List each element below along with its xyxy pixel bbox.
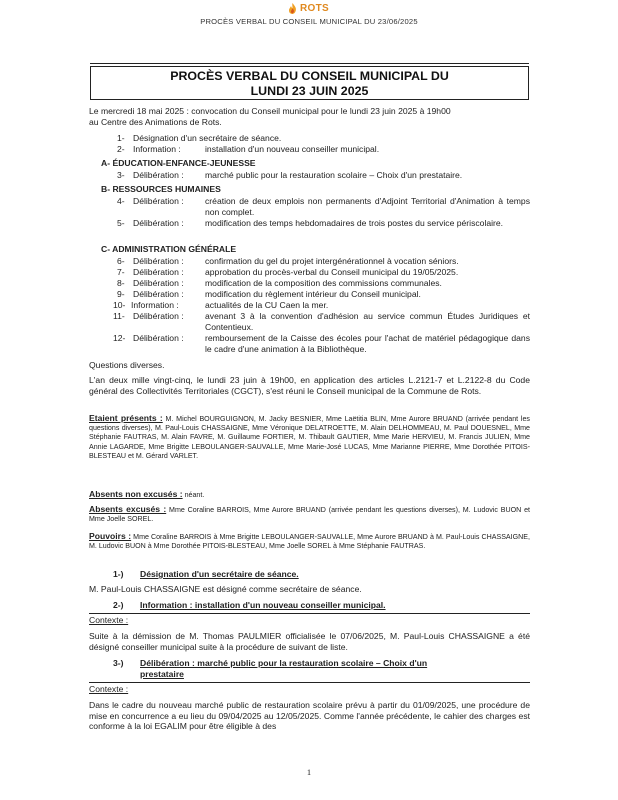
absent-excused-text: Mme Coraline BARROIS, Mme Aurore BRUAND (arrivée pendant les questions diverses), M. Ludovic BUON et Mme Joelle SOREL. xyxy=(89,506,531,524)
absent-unexcused-block xyxy=(89,490,204,500)
agenda-item-8-number: 8- xyxy=(117,278,125,288)
proxies-text: Mme Coraline BARROIS à Mme Brigitte LEBOULANGER-SAUVALLE, Mme Aurore BRUAND à M. Paul-Louis CHASSAIGNE, M. Ludovic BUON à Mme Dorothée PITOIS-BLESTEAU, Mme Joelle SOREL à Mme Stéphanie FAUTRAS. xyxy=(89,533,530,551)
section-c-heading: C- ADMINISTRATION GÉNÉRALE xyxy=(101,244,237,254)
logo xyxy=(288,3,329,14)
agenda-item-5-label: Délibération : xyxy=(133,218,184,228)
logo-text: ROTS xyxy=(300,3,329,14)
agenda-item-7-number: 7- xyxy=(117,267,125,277)
agenda-item-1-label: Désignation d'un secrétaire de séance. xyxy=(133,133,282,143)
section-b-heading: B- RESSOURCES HUMAINES xyxy=(101,184,221,194)
agenda-item-9-number: 9- xyxy=(117,289,125,299)
agenda-item-4-label: Délibération : xyxy=(133,196,184,206)
present-label: Etaient présents : xyxy=(89,413,163,423)
agenda-item-10-label: Information : xyxy=(131,300,179,310)
agenda-item-11-label: Délibération : xyxy=(133,311,184,321)
section-3-text: Dans le cadre du nouveau marché public de restauration scolaire prévu à partir du 01/09/2025, une procédure de mise en concurrence a eu lieu du 09/04/2025 au 12/05/2025. Comme l'année précédente, le cahier des charges est conforme à la loi EGALIM pour être éligible à des xyxy=(89,700,530,732)
page-title-line1: PROCÈS VERBAL DU CONSEIL MUNICIPAL DU xyxy=(170,69,449,83)
questions-diverses: Questions diverses. xyxy=(89,360,165,370)
intro-line1: Le mercredi 18 mai 2025 : convocation du Conseil municipal pour le lundi 23 juin 2025 à 19h00 xyxy=(89,106,451,116)
agenda-item-6-label: Délibération : xyxy=(133,256,184,266)
running-header: PROCÈS VERBAL DU CONSEIL MUNICIPAL DU 23/06/2025 xyxy=(200,17,418,26)
absent-excused-label: Absents excusés : xyxy=(89,504,167,514)
section-1-number: 1-) xyxy=(113,569,124,579)
opening-paragraph: L'an deux mille vingt-cinq, le lundi 23 juin à 19h00, en application des articles L.2121-7 et L.2122-8 du Code général des Collectivités Territoriales (CGCT), s'est réuni le Conseil municipal de la Commune de Rots. xyxy=(89,375,530,396)
agenda-item-6-number: 6- xyxy=(117,256,125,266)
agenda-item-8-label: Délibération : xyxy=(133,278,184,288)
title-top-rule xyxy=(90,63,529,64)
section-2-number: 2-) xyxy=(113,600,124,610)
page-number: 1 xyxy=(306,767,312,777)
section-1-title: Désignation d'un secrétaire de séance. xyxy=(140,569,299,579)
proxies-label: Pouvoirs : xyxy=(89,531,132,541)
agenda-item-5-desc: modification des temps hebdomadaires de trois postes du service périscolaire. xyxy=(205,218,504,228)
section-2-text: Suite à la démission de M. Thomas PAULMIER officialisée le 07/06/2025, M. Paul-Louis CHASSAIGNE a été désigné conseiller municipal suite à la procédure de suivant de liste. xyxy=(89,631,530,652)
agenda-item-9-desc: modification du règlement intérieur du Conseil municipal. xyxy=(205,289,421,299)
section-3-title-line2: prestataire xyxy=(140,669,184,679)
section-2-rule xyxy=(89,613,530,614)
agenda-item-10-desc: actualités de la CU Caen la mer. xyxy=(205,300,329,310)
intro-line2: au Centre des Animations de Rots. xyxy=(89,117,222,127)
agenda-item-12-desc: remboursement de la Caisse des écoles pour l'achat de matériel pédagogique dans le cadre d'une animation à la Bibliothèque. xyxy=(205,333,530,354)
proxies-block xyxy=(89,532,530,551)
agenda-item-9-label: Délibération : xyxy=(133,289,184,299)
agenda-item-7-desc: approbation du procès-verbal du Conseil municipal du 19/05/2025. xyxy=(205,267,459,277)
absent-unexcused-text: néant. xyxy=(184,491,205,499)
absent-unexcused-label: Absents non excusés : xyxy=(89,489,183,499)
present-block xyxy=(89,414,530,461)
page-title-line2: LUNDI 23 JUIN 2025 xyxy=(250,84,369,98)
agenda-item-10-number: 10- xyxy=(113,300,126,310)
agenda-item-12-number: 12- xyxy=(113,333,126,343)
agenda-item-8-desc: modification de la composition des commissions communales. xyxy=(205,278,442,288)
section-3-rule xyxy=(89,682,530,683)
absent-excused-block xyxy=(89,505,530,524)
agenda-item-7-label: Délibération : xyxy=(133,267,184,277)
section-3-title-line1: Délibération : marché public pour la restauration scolaire – Choix d'un xyxy=(140,658,428,668)
agenda-item-4-desc: création de deux emplois non permanents d'Adjoint Territorial d'Animation à temps non complet. xyxy=(205,196,530,217)
agenda-item-2-number: 2- xyxy=(117,144,125,154)
present-text: M. Michel BOURGUIGNON, M. Jacky BESNIER, Mme Laëtitia BLIN, Mme Aurore BRUAND (arrivée pendant les questions diverses), M. Paul-Louis CHASSAIGNE, Mme Véronique DELATROETTE, M. Alain DELHOMMEAU, M. Paul DOUESNEL, Mme Stéphanie FAUTRAS, M. Alain FAVRE, M. Guillaume FORTIER, M. Thibault GAUTIER, Mme Marie HERVIEU, M. Francis JULIEN, Mme Annie LAGARDE, Mme Brigitte LEBOULANGER-SAUVALLE, Mme Marie-José LUCAS, Mme Marianne PIERRE, Mme Dorothée PITOIS-BLESTEAU et M. Gérard VARLET. xyxy=(89,415,530,460)
agenda-item-6-desc: confirmation du gel du projet intergénérationnel à vocation séniors. xyxy=(205,256,459,266)
agenda-item-11-desc: avenant 3 à la convention d'adhésion au service commun Études Juridiques et Contentieux. xyxy=(205,311,530,332)
section-3-number: 3-) xyxy=(113,658,124,668)
page-title xyxy=(91,69,528,99)
agenda-item-4-number: 4- xyxy=(117,196,125,206)
section-2-title: Information : installation d'un nouveau conseiller municipal. xyxy=(140,600,386,610)
section-3-context-label: Contexte : xyxy=(89,684,129,694)
agenda-item-3-label: Délibération : xyxy=(133,170,184,180)
section-a-heading: A- ÉDUCATION-ENFANCE-JEUNESSE xyxy=(101,158,256,168)
agenda-item-2-desc: installation d'un nouveau conseiller municipal. xyxy=(205,144,380,154)
agenda-item-12-label: Délibération : xyxy=(133,333,184,343)
title-box xyxy=(90,66,529,100)
agenda-item-2-label: Information : xyxy=(133,144,181,154)
section-2-context-label: Contexte : xyxy=(89,615,129,625)
agenda-item-1-number: 1- xyxy=(117,133,125,143)
section-1-text: M. Paul-Louis CHASSAIGNE est désigné comme secrétaire de séance. xyxy=(89,584,362,594)
agenda-item-11-number: 11- xyxy=(113,311,125,321)
agenda-item-3-number: 3- xyxy=(117,170,125,180)
agenda-item-3-desc: marché public pour la restauration scolaire – Choix d'un prestataire. xyxy=(205,170,463,180)
agenda-item-5-number: 5- xyxy=(117,218,125,228)
rots-flame-icon xyxy=(288,3,297,14)
